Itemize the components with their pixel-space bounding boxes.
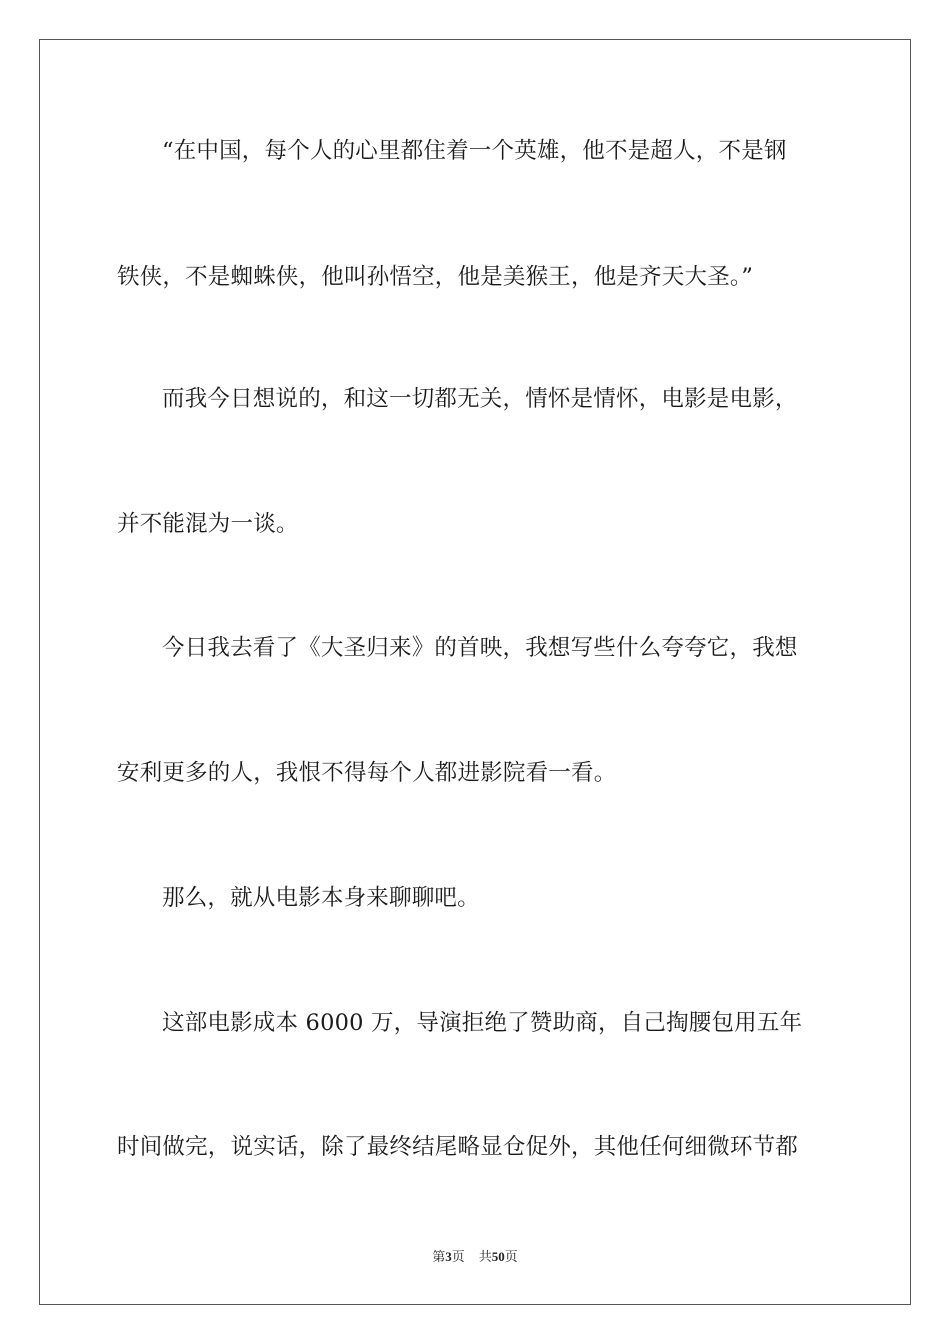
paragraph-line: 时间做完，说实话，除了最终结尾略显仓促外，其他任何细微环节都 [117,1134,799,1160]
page-border [39,39,911,1305]
paragraph-line: 那么，就从电影本身来聊聊吧。 [162,885,480,911]
page-prefix: 第 [432,1249,446,1264]
paragraph-line: “在中国，每个人的心里都住着一个英雄，他不是超人，不是钢 [162,138,787,164]
page-number: 3 [445,1249,452,1264]
paragraph-line: 今日我去看了《大圣归来》的首映，我想写些什么夸夸它，我想 [162,635,798,661]
page-footer [0,1248,950,1266]
total-pages: 50 [491,1249,505,1264]
paragraph-line: 铁侠，不是蜘蛛侠，他叫孙悟空，他是美猴王，他是齐天大圣。” [117,264,754,290]
paragraph-line: 这部电影成本 6000 万，导演拒绝了赞助商，自己掏腰包用五年 [162,1010,803,1036]
paragraph-line: 并不能混为一谈。 [117,511,299,537]
paragraph-line: 安利更多的人，我恨不得每个人都进影院看一看。 [117,760,617,786]
total-suffix: 页 [504,1249,518,1264]
total-prefix: 共 [478,1249,492,1264]
paragraph-line: 而我今日想说的，和这一切都无关，情怀是情怀，电影是电影， [162,386,798,412]
page-suffix: 页 [451,1249,465,1264]
